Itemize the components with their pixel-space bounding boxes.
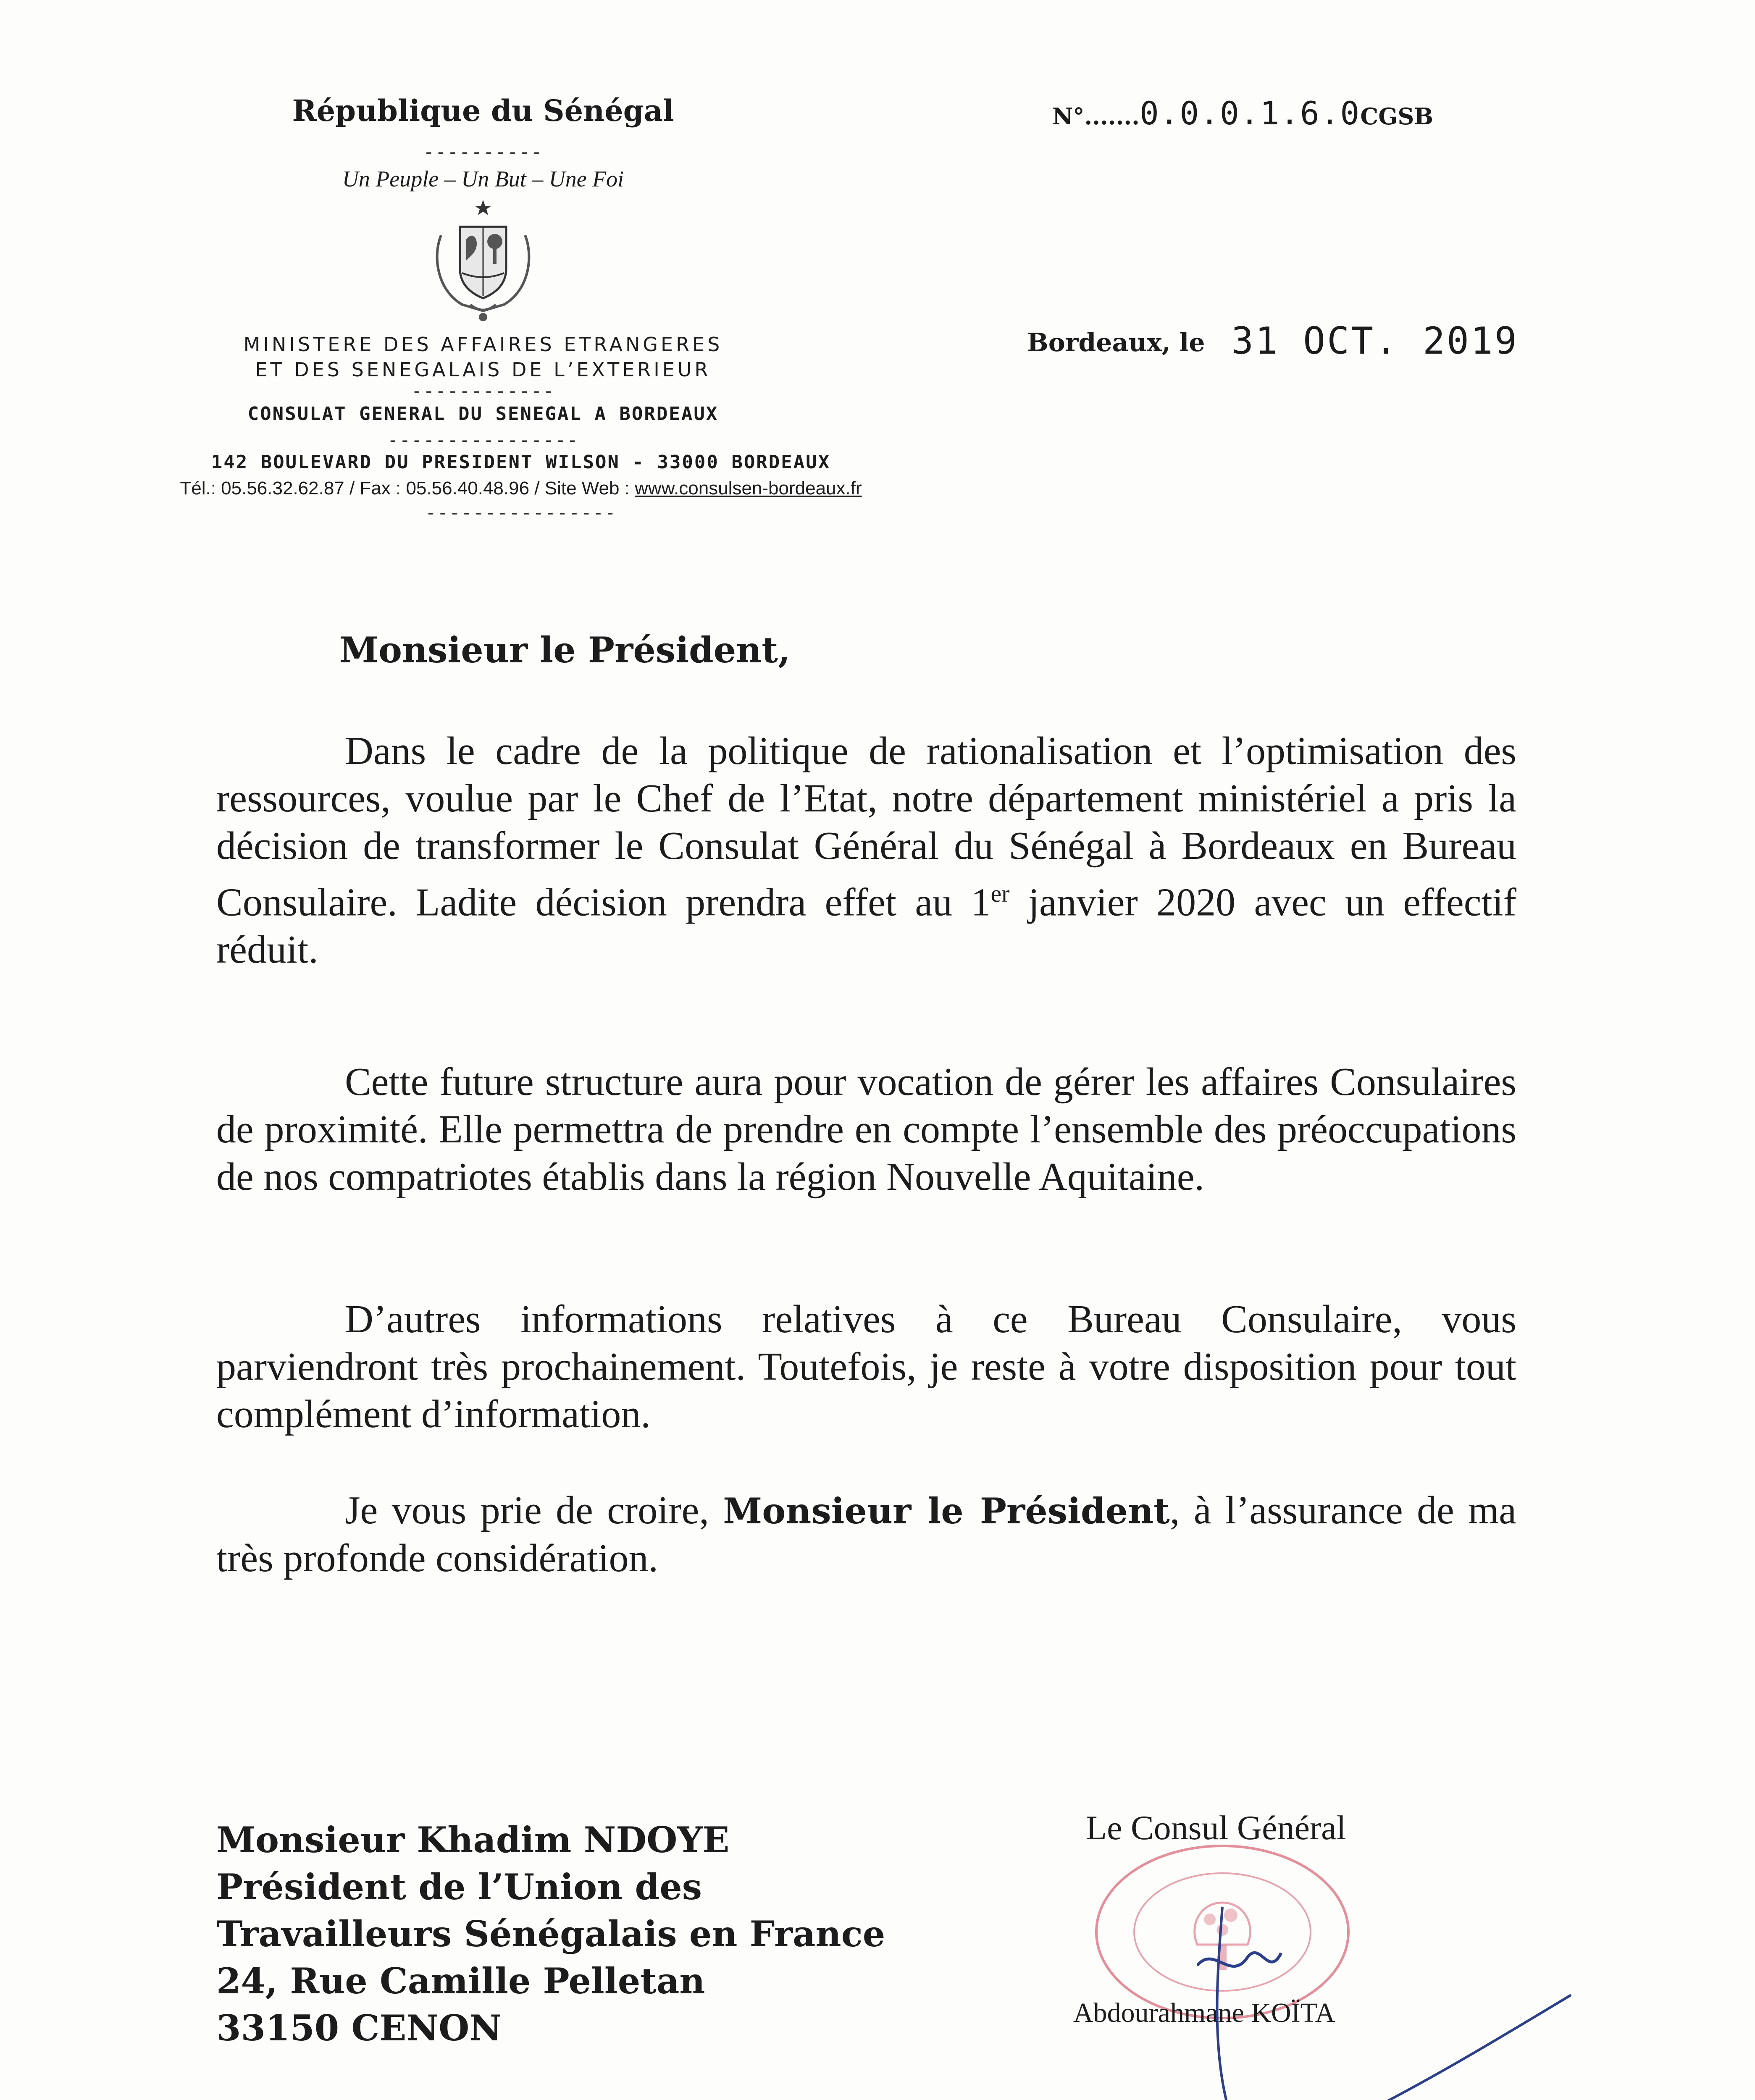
divider: ------------ [411,380,555,402]
national-motto: Un Peuple – Un But – Une Foi [342,166,624,192]
paragraph-1: Dans le cadre de la politique de rationalisation et l’optimisation des ressources, voulue par le Chef de l’Etat, notre département ministériel a pris la décision de transformer le Consulat Général du Sénégal à Bordeaux en Bureau Consulaire. Ladite décision prendra effet au 1er janvier 2020 avec un effectif réduit. [216,729,1516,972]
paragraph-3: D’autres informations relatives à ce Bureau Consulaire, vous parviendront très prochainement. Toutefois, je reste à votre disposition pour tout complément d’information. [216,1297,1516,1436]
handwritten-signature-icon [1197,1882,1575,2100]
country-name: République du Sénégal [292,93,674,128]
paragraph-4: Je vous prie de croire, Monsieur le Président, à l’assurance de ma très profonde considération. [216,1488,1516,1580]
signatory-name: Abdourahmane KOÏTA [1073,1998,1335,2028]
salutation: Monsieur le Président, [339,629,791,671]
paragraph-2: Cette future structure aura pour vocation de gérer les affaires Consulaires de proximité. Elle permettra de prendre en compte l’ensemble des préoccupations de nos compatriotes établis dans la région Nouvelle Aquitaine. [216,1060,1516,1199]
reference-number: N°.......0.0.0.1.6.0CGSB [1052,94,1434,132]
ministry-name: MINISTERE DES AFFAIRES ETRANGERES ET DES SENEGALAIS DE L’EXTERIEUR [243,333,723,381]
recipient-block: Monsieur Khadim NDOYE Président de l’Union des Travailleurs Sénégalais en France 24, Rue Camille Pelletan 33150 CENON [216,1816,885,2052]
coat-of-arms-icon [424,197,542,323]
signatory-title: Le Consul Général [1086,1809,1346,1847]
website-link[interactable]: www.consulsen-bordeaux.fr [635,478,862,499]
recipient-name: Monsieur Khadim NDOYE [216,1819,730,1861]
date-stamp: 31 OCT. 2019 [1231,319,1519,362]
consulate-name: CONSULAT GENERAL DU SENEGAL A BORDEAUX [247,403,719,425]
contact-line: Tél.: 05.56.32.62.87 / Fax : 05.56.40.48.96 / Site Web : www.consulsen-bordeaux.fr [180,478,862,499]
divider: ---------- [423,141,543,163]
divider: ---------------- [387,429,579,451]
consulate-address: 142 BOULEVARD DU PRESIDENT WILSON - 33000 BORDEAUX [211,452,831,473]
divider: ---------------- [425,502,617,523]
date-line: Bordeaux, le 31 OCT. 2019 [1027,319,1519,362]
